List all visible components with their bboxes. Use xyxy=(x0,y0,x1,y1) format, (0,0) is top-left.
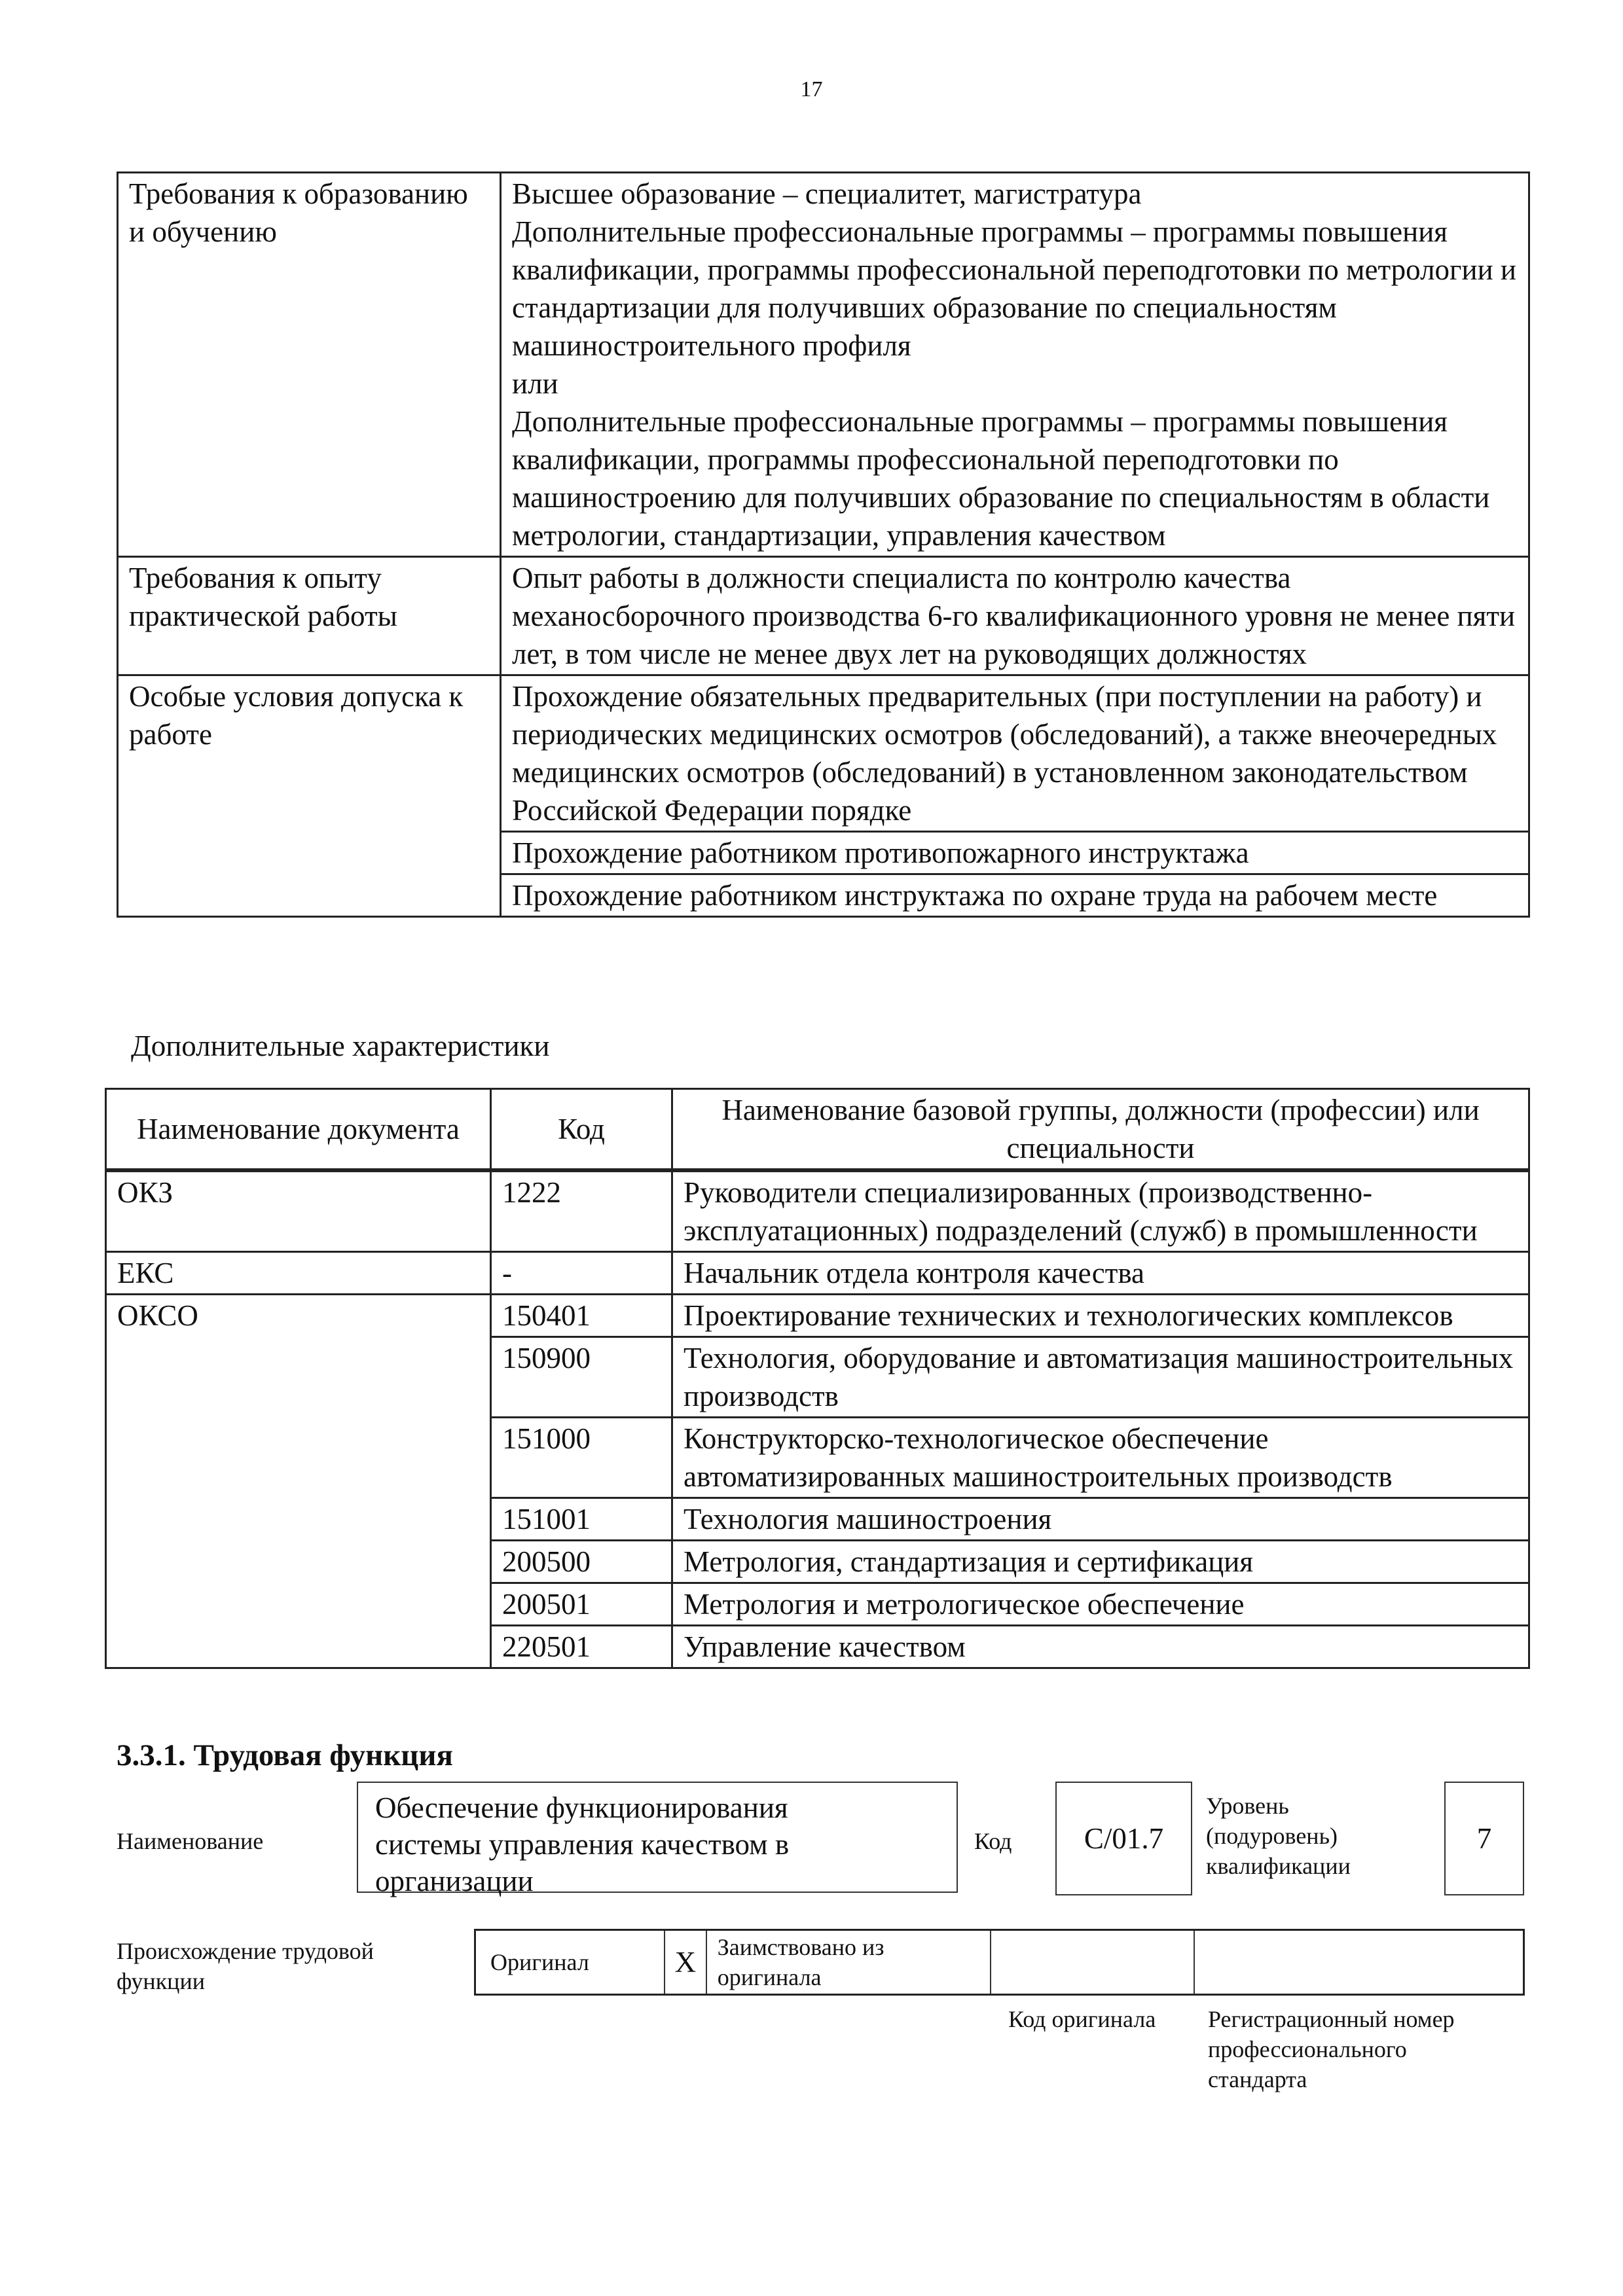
origin-borrowed: Заимствовано из оригинала xyxy=(707,1931,991,1994)
code-cell: 150900 xyxy=(491,1337,672,1418)
origin-code-cell xyxy=(991,1931,1195,1994)
name-cell: Руководители специализированных (производственно-эксплуатационных) подразделений (служб) в промышленности xyxy=(672,1170,1529,1252)
req-education-line: Высшее образование – специалитет, магистратура xyxy=(512,177,1142,210)
req-value-experience: Опыт работы в должности специалиста по контролю качества механосборочного производства 6-го квалификационного уровня не менее пяти лет, в том числе не менее двух лет на руководящих должностях xyxy=(501,557,1529,675)
req-value-conditions: Прохождение обязательных предварительных (при поступлении на работу) и периодических медицинских осмотров (обследований), а также внеочередных медицинских осмотров (обследований) в установленном законодательством Российской Федерации порядке xyxy=(501,675,1529,832)
name-cell: Начальник отдела контроля качества xyxy=(672,1252,1529,1295)
table-row xyxy=(106,1295,1529,1337)
code-cell: 151001 xyxy=(491,1498,672,1541)
doc-cell: ОКЗ xyxy=(106,1170,491,1252)
table-header-row xyxy=(106,1089,1529,1171)
name-cell: Метрология, стандартизация и сертификация xyxy=(672,1541,1529,1583)
code-cell: 200501 xyxy=(491,1583,672,1626)
code-cell: - xyxy=(491,1252,672,1295)
reg-number-label: Регистрационный номер профессионального стандарта xyxy=(1208,2006,1455,2092)
header-name: Наименование базовой группы, должности (профессии) или специальности xyxy=(672,1089,1529,1171)
origin-label: Происхождение трудовой функции xyxy=(117,1938,374,1994)
name-cell: Метрология и метрологическое обеспечение xyxy=(672,1583,1529,1626)
name-cell: Технология машиностроения xyxy=(672,1498,1529,1541)
name-cell: Технология, оборудование и автоматизация машиностроительных производств xyxy=(672,1337,1529,1418)
req-label-experience: Требования к опыту практической работы xyxy=(118,557,501,675)
origin-mark: X xyxy=(665,1931,707,1994)
req-label-conditions: Особые условия допуска к работе xyxy=(118,675,501,917)
code-cell: 151000 xyxy=(491,1418,672,1498)
table-row xyxy=(118,173,1529,557)
code-cell: 220501 xyxy=(491,1626,672,1668)
doc-cell: ЕКС xyxy=(106,1252,491,1295)
req-value-conditions: Прохождение работником инструктажа по охране труда на рабочем месте xyxy=(501,874,1529,917)
function-name-label: Наименование xyxy=(117,1828,264,1854)
origin-reg-cell xyxy=(1195,1931,1523,1994)
origin-row xyxy=(474,1929,1525,1996)
table-row xyxy=(118,675,1529,832)
table-row xyxy=(106,1252,1529,1295)
name-cell: Управление качеством xyxy=(672,1626,1529,1668)
table-row xyxy=(118,557,1529,675)
doc-cell: ОКСО xyxy=(106,1295,491,1668)
page-number: 17 xyxy=(800,77,823,101)
req-value-education xyxy=(501,173,1529,557)
req-value-conditions: Прохождение работником противопожарного инструктажа xyxy=(501,832,1529,874)
code-cell: 1222 xyxy=(491,1170,672,1252)
requirements-table xyxy=(117,171,1530,918)
code-cell: 200500 xyxy=(491,1541,672,1583)
table-row xyxy=(106,1170,1529,1252)
origin-original: Оригинал xyxy=(476,1931,665,1994)
code-cell: 150401 xyxy=(491,1295,672,1337)
req-education-line: Дополнительные профессиональные программы – программы повышения квалификации, программы профессиональной переподготовки по машиностроению для получивших образование по специальностям в области метрологии, стандартизации, управления качеством xyxy=(512,405,1490,552)
code-original-label: Код оригинала xyxy=(1008,2006,1156,2032)
function-code-label: Код xyxy=(974,1828,1012,1854)
function-name-box: Обеспечение функционирования системы управления качеством в организации xyxy=(357,1782,958,1893)
header-code: Код xyxy=(491,1089,672,1171)
function-heading: 3.3.1. Трудовая функция xyxy=(117,1738,453,1772)
req-education-line: Дополнительные профессиональные программы – программы повышения квалификации, программы профессиональной переподготовки по метрологии и стандартизации для получивших образование по специальностям машиностроительного профиля xyxy=(512,215,1516,362)
function-level-label: Уровень (подуровень) квалификации xyxy=(1206,1793,1351,1879)
additional-title: Дополнительные характеристики xyxy=(131,1030,550,1062)
function-level-box: 7 xyxy=(1444,1782,1524,1895)
req-education-line: или xyxy=(512,367,558,400)
name-cell: Проектирование технических и технологических комплексов xyxy=(672,1295,1529,1337)
additional-table xyxy=(105,1088,1530,1669)
function-code-box: C/01.7 xyxy=(1055,1782,1192,1895)
header-document: Наименование документа xyxy=(106,1089,491,1171)
name-cell: Конструкторско-технологическое обеспечение автоматизированных машиностроительных производств xyxy=(672,1418,1529,1498)
req-label-education: Требования к образованию и обучению xyxy=(118,173,501,557)
